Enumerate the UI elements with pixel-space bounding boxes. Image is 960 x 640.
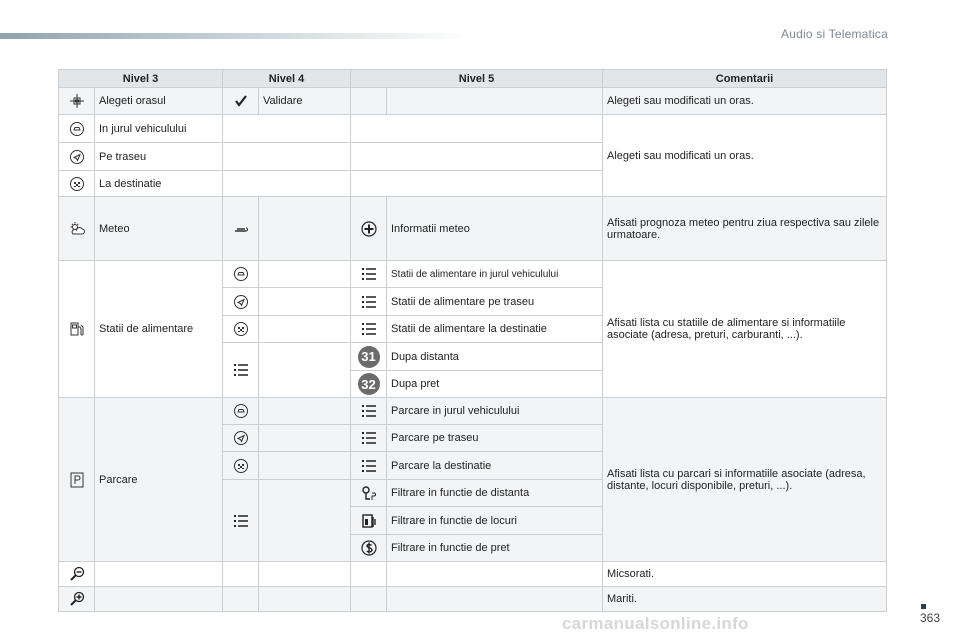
cell-icon <box>351 197 387 261</box>
cell-comment: Afisati lista cu statiile de alimentare si informatiile asociate (adresa, preturi, carburanti, ...). <box>603 261 887 398</box>
cell-icon <box>223 316 259 343</box>
list-icon <box>361 294 377 310</box>
cell-text: Informatii meteo <box>387 197 603 261</box>
cell-empty <box>351 171 603 197</box>
cell-empty <box>223 143 351 171</box>
table-row <box>59 115 887 143</box>
table-row <box>59 88 887 115</box>
navigate-arrow-icon <box>69 149 85 165</box>
cell-icon <box>59 562 95 587</box>
cell-icon <box>223 425 259 452</box>
cell-text: Statii de alimentare pe traseu <box>387 288 603 316</box>
cell-text: Pe traseu <box>95 143 223 171</box>
cell-icon <box>223 88 259 115</box>
list-icon <box>361 403 377 419</box>
page-number: 363 <box>919 611 940 625</box>
cell-comment: Alegeti sau modificati un oras. <box>603 115 887 197</box>
badge-31: 31 <box>358 346 380 368</box>
cell-comment: Afisati prognoza meteo pentru ziua respectiva sau zilele urmatoare. <box>603 197 887 261</box>
table-row <box>59 197 887 261</box>
list-icon <box>361 430 377 446</box>
cell-text: Statii de alimentare <box>95 261 223 398</box>
dollar-icon <box>361 540 377 556</box>
checkmark-icon <box>233 93 249 109</box>
cell-empty <box>95 562 223 587</box>
seat-icon <box>361 513 377 529</box>
table-row <box>59 562 887 587</box>
cell-icon <box>351 261 387 288</box>
navigate-arrow-icon <box>233 430 249 446</box>
cell-icon <box>223 480 259 562</box>
parking-icon <box>69 472 85 488</box>
list-icon <box>361 458 377 474</box>
cell-empty <box>223 115 351 143</box>
header-nivel-3: Nivel 3 <box>59 70 223 88</box>
car-circle-icon <box>233 403 249 419</box>
cell-empty <box>259 480 351 562</box>
cell-empty <box>387 88 603 115</box>
cell-icon <box>59 398 95 562</box>
cell-icon <box>59 261 95 398</box>
flag-checker-icon <box>233 321 249 337</box>
flag-checker-icon <box>233 458 249 474</box>
section-title: Audio si Telematica <box>781 27 888 41</box>
cell-icon <box>351 480 387 507</box>
cell-text: Filtrare in functie de distanta <box>387 480 603 507</box>
cell-icon <box>351 398 387 425</box>
cell-text: Parcare pe traseu <box>387 425 603 452</box>
cell-empty <box>259 197 351 261</box>
cell-text: Statii de alimentare la destinatie <box>387 316 603 343</box>
cell-icon <box>223 398 259 425</box>
cell-comment: Alegeti sau modificati un oras. <box>603 88 887 115</box>
cell-empty <box>259 562 351 587</box>
table-header-row <box>59 70 887 88</box>
header-nivel-4: Nivel 4 <box>223 70 351 88</box>
cell-empty <box>259 261 351 288</box>
cell-icon <box>351 371 387 398</box>
cell-text: Dupa pret <box>387 371 603 398</box>
cell-empty <box>259 288 351 316</box>
header-nivel-5: Nivel 5 <box>351 70 603 88</box>
flag-checker-icon <box>69 176 85 192</box>
cell-text: Validare <box>259 88 351 115</box>
cell-comment: Mariti. <box>603 587 887 612</box>
cell-empty <box>351 143 603 171</box>
cell-text: Parcare <box>95 398 223 562</box>
cell-empty <box>387 587 603 612</box>
settings-table <box>58 69 887 612</box>
cell-empty <box>351 115 603 143</box>
cell-icon <box>59 115 95 143</box>
cell-empty <box>351 587 387 612</box>
cell-icon <box>223 288 259 316</box>
cell-icon <box>59 88 95 115</box>
cell-text: Statii de alimentare in jurul vehiculului <box>387 261 603 288</box>
cell-empty <box>259 452 351 480</box>
list-icon <box>233 362 249 378</box>
cell-icon <box>59 143 95 171</box>
cell-comment: Afisati lista cu parcari si informatiile asociate (adresa, distante, locuri disponibile, preturi, ...). <box>603 398 887 562</box>
cell-text: Filtrare in functie de locuri <box>387 507 603 535</box>
wind-icon <box>233 221 249 237</box>
cell-empty <box>351 562 387 587</box>
page-marker <box>921 604 926 609</box>
list-icon <box>361 321 377 337</box>
cell-empty <box>387 562 603 587</box>
zoom-out-icon <box>69 566 85 582</box>
table-row <box>59 587 887 612</box>
fuel-pump-icon <box>69 321 85 337</box>
cell-icon <box>351 425 387 452</box>
cell-icon <box>59 171 95 197</box>
cell-icon <box>223 343 259 398</box>
cell-icon <box>351 535 387 562</box>
cell-icon <box>351 288 387 316</box>
cell-text: Alegeti orasul <box>95 88 223 115</box>
cell-empty <box>223 587 259 612</box>
cell-empty <box>95 587 223 612</box>
cell-icon <box>351 316 387 343</box>
table-row <box>59 398 887 425</box>
weather-cloud-icon <box>69 221 85 237</box>
table-row <box>59 261 887 288</box>
cell-empty <box>351 88 387 115</box>
cell-empty <box>259 587 351 612</box>
cell-icon <box>223 261 259 288</box>
map-pin-icon <box>69 93 85 109</box>
cell-empty <box>259 316 351 343</box>
cell-empty <box>223 562 259 587</box>
cell-empty <box>259 425 351 452</box>
cell-empty <box>259 343 351 398</box>
cell-text: Dupa distanta <box>387 343 603 371</box>
distance-pin-icon <box>361 485 377 501</box>
cell-text: Meteo <box>95 197 223 261</box>
cell-text: La destinatie <box>95 171 223 197</box>
header-decoration-bar <box>0 33 470 39</box>
header-comentarii: Comentarii <box>603 70 887 88</box>
cell-text: Filtrare in functie de pret <box>387 535 603 562</box>
list-icon <box>233 513 249 529</box>
car-circle-icon <box>69 121 85 137</box>
cell-icon <box>351 452 387 480</box>
cell-icon <box>223 197 259 261</box>
zoom-in-icon <box>69 591 85 607</box>
list-icon <box>361 266 377 282</box>
cell-text: In jurul vehiculului <box>95 115 223 143</box>
cell-icon <box>351 507 387 535</box>
plus-circle-icon <box>361 221 377 237</box>
cell-icon <box>351 343 387 371</box>
navigate-arrow-icon <box>233 294 249 310</box>
cell-icon <box>223 452 259 480</box>
cell-icon <box>59 197 95 261</box>
badge-32: 32 <box>358 373 380 395</box>
watermark: carmanualsonline.info <box>562 614 749 633</box>
cell-comment: Micsorati. <box>603 562 887 587</box>
cell-text: Parcare la destinatie <box>387 452 603 480</box>
cell-text: Parcare in jurul vehiculului <box>387 398 603 425</box>
cell-empty <box>259 398 351 425</box>
car-circle-icon <box>233 266 249 282</box>
cell-empty <box>223 171 351 197</box>
cell-icon <box>59 587 95 612</box>
